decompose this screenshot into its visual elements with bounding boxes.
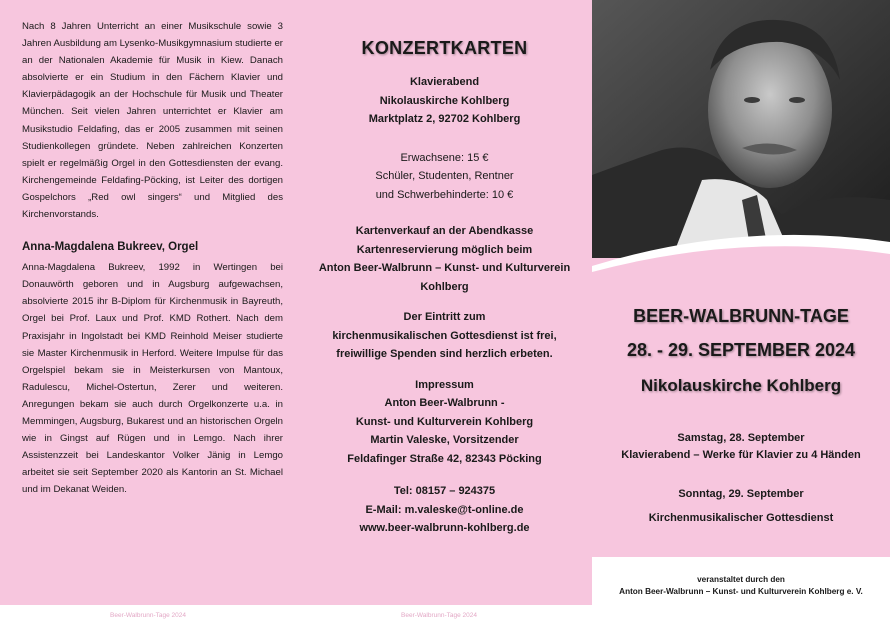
sales-line: Anton Beer-Walbrunn – Kunst- und Kulturverein bbox=[318, 262, 571, 274]
portrait-illustration bbox=[592, 0, 890, 258]
event-name: BEER-WALBRUNN-TAGE bbox=[633, 306, 849, 326]
price-line: Schüler, Studenten, Rentner bbox=[375, 170, 514, 182]
entry-line: freiwillige Spenden sind herzlich erbeten. bbox=[336, 348, 553, 360]
entry-line: Der Eintritt zum bbox=[403, 311, 486, 323]
sales-line: Kartenverkauf an der Abendkasse bbox=[355, 225, 534, 237]
middle-panel bbox=[297, 0, 592, 605]
pianist-biography: Nach 8 Jahren Unterricht an einer Musikschule sowie 3 Jahren Ausbildung am Lysenko-Musikgymnasium studierte er an der Nationalen Akademie für Musik in Kiew. Danach absolvierte er ein Studium in den Fächern Klavier und Klavierpädagogik an der Hochschule für Musik und Theater München. Seit vielen Jahren unterrichtet er Klavier am Musikstudio Feldafing, das er 2005 zusammen mit seinen Studienkollegen gründete. Neben zahlreichen Konzerten spielt er regelmäßig Orgel in den Gottesdiensten der evang. Kirchengemeinde Feldafing-Pöcking, ist Leiter des dortigen Gospelchors „Red owl singers“ und Mitglied des Kirchenvorstands. bbox=[22, 21, 283, 221]
day2-program: Kirchenmusikalischer Gottesdienst bbox=[648, 512, 834, 524]
venue-line: Klavierabend bbox=[409, 76, 480, 88]
organizer-box bbox=[592, 557, 890, 605]
sales-line: Kartenreservierung möglich beim bbox=[356, 243, 533, 256]
entry-block bbox=[297, 308, 592, 364]
day1-date: Samstag, 28. September bbox=[677, 432, 805, 444]
organizer-label: veranstaltet durch den bbox=[697, 575, 785, 584]
sales-line: Kohlberg bbox=[420, 280, 469, 293]
price-block bbox=[297, 149, 592, 205]
venue-line: Marktplatz 2, 92702 Kohlberg bbox=[368, 113, 521, 125]
impressum-line: Feldafinger Straße 42, 82343 Pöcking bbox=[347, 452, 542, 465]
day2-date: Sonntag, 29. September bbox=[678, 488, 804, 500]
day1-program: Klavierabend – Werke für Klavier zu 4 Händen bbox=[621, 449, 861, 461]
organizer-name: Anton Beer-Walbrunn – Kunst- und Kulturverein Kohlberg e. V. bbox=[619, 587, 863, 596]
impressum-line: Impressum bbox=[415, 378, 474, 391]
email-address[interactable]: E-Mail: m.valeske@t-online.de bbox=[365, 503, 524, 516]
venue-line: Nikolauskirche Kohlberg bbox=[379, 94, 510, 107]
price-line: Erwachsene: 15 € bbox=[400, 151, 489, 164]
impressum-line: Anton Beer-Walbrunn - bbox=[384, 397, 505, 409]
price-line: und Schwerbehinderte: 10 € bbox=[375, 188, 514, 201]
organist-heading: Anna-Magdalena Bukreev, Orgel bbox=[22, 241, 199, 254]
website-link[interactable]: www.beer-walbrunn-kohlberg.de bbox=[359, 522, 530, 534]
entry-line: kirchenmusikalischen Gottesdienst ist frei, bbox=[332, 329, 557, 342]
left-footer: Beer-Walbrunn-Tage 2024 bbox=[110, 612, 186, 619]
organist-biography: Anna-Magdalena Bukreev, 1992 in Wertingen bei Donauwörth geboren und in Augsburg aufgewachsen, absolvierte 2015 ihr B-Diplom für Kirchenmusik in Bayreuth, Orgel bei Prof. Laux und Prof. KMD Rothert. Nach dem Praxisjahr in Ingolstadt bei KMD Reinhold Meiser studierte sie Master Kirchenmusik in Herford. Weitere Impulse für das Orgelspiel bekam sie in Meisterkursen von Mantoux, Radulescu, Michel-Ostertun, Zerer und weiteren. Anregungen bekam sie auch durch Orgelkonzerte u.a. in Memmingen, Augsburg, Bukarest und an historischen Orgeln wie in Gingst auf Rügen und in Lemgo. Nach ihrer Assistenzzeit bei Landeskantor Volker Jänig in Lemgo arbeitet sie seit September 2020 als Kantorin an St. Michael und im Dekanat Weiden. bbox=[22, 262, 283, 496]
impressum-line: Kunst- und Kulturverein Kohlberg bbox=[355, 415, 534, 428]
right-panel bbox=[592, 0, 890, 605]
portrait-photo bbox=[592, 0, 890, 258]
middle-footer: Beer-Walbrunn-Tage 2024 bbox=[401, 612, 477, 619]
phone-number: Tel: 08157 – 924375 bbox=[393, 485, 496, 497]
sales-block bbox=[297, 222, 592, 296]
event-dates: 28. - 29. SEPTEMBER 2024 bbox=[626, 340, 856, 360]
left-panel bbox=[0, 0, 297, 605]
event-location: Nikolauskirche Kohlberg bbox=[640, 376, 842, 395]
contact-block bbox=[297, 482, 592, 538]
white-wave-divider bbox=[592, 232, 890, 282]
impressum-block bbox=[297, 376, 592, 469]
impressum-line: Martin Valeske, Vorsitzender bbox=[370, 434, 519, 446]
tickets-title: KONZERTKARTEN bbox=[361, 38, 528, 58]
venue-block bbox=[297, 73, 592, 129]
